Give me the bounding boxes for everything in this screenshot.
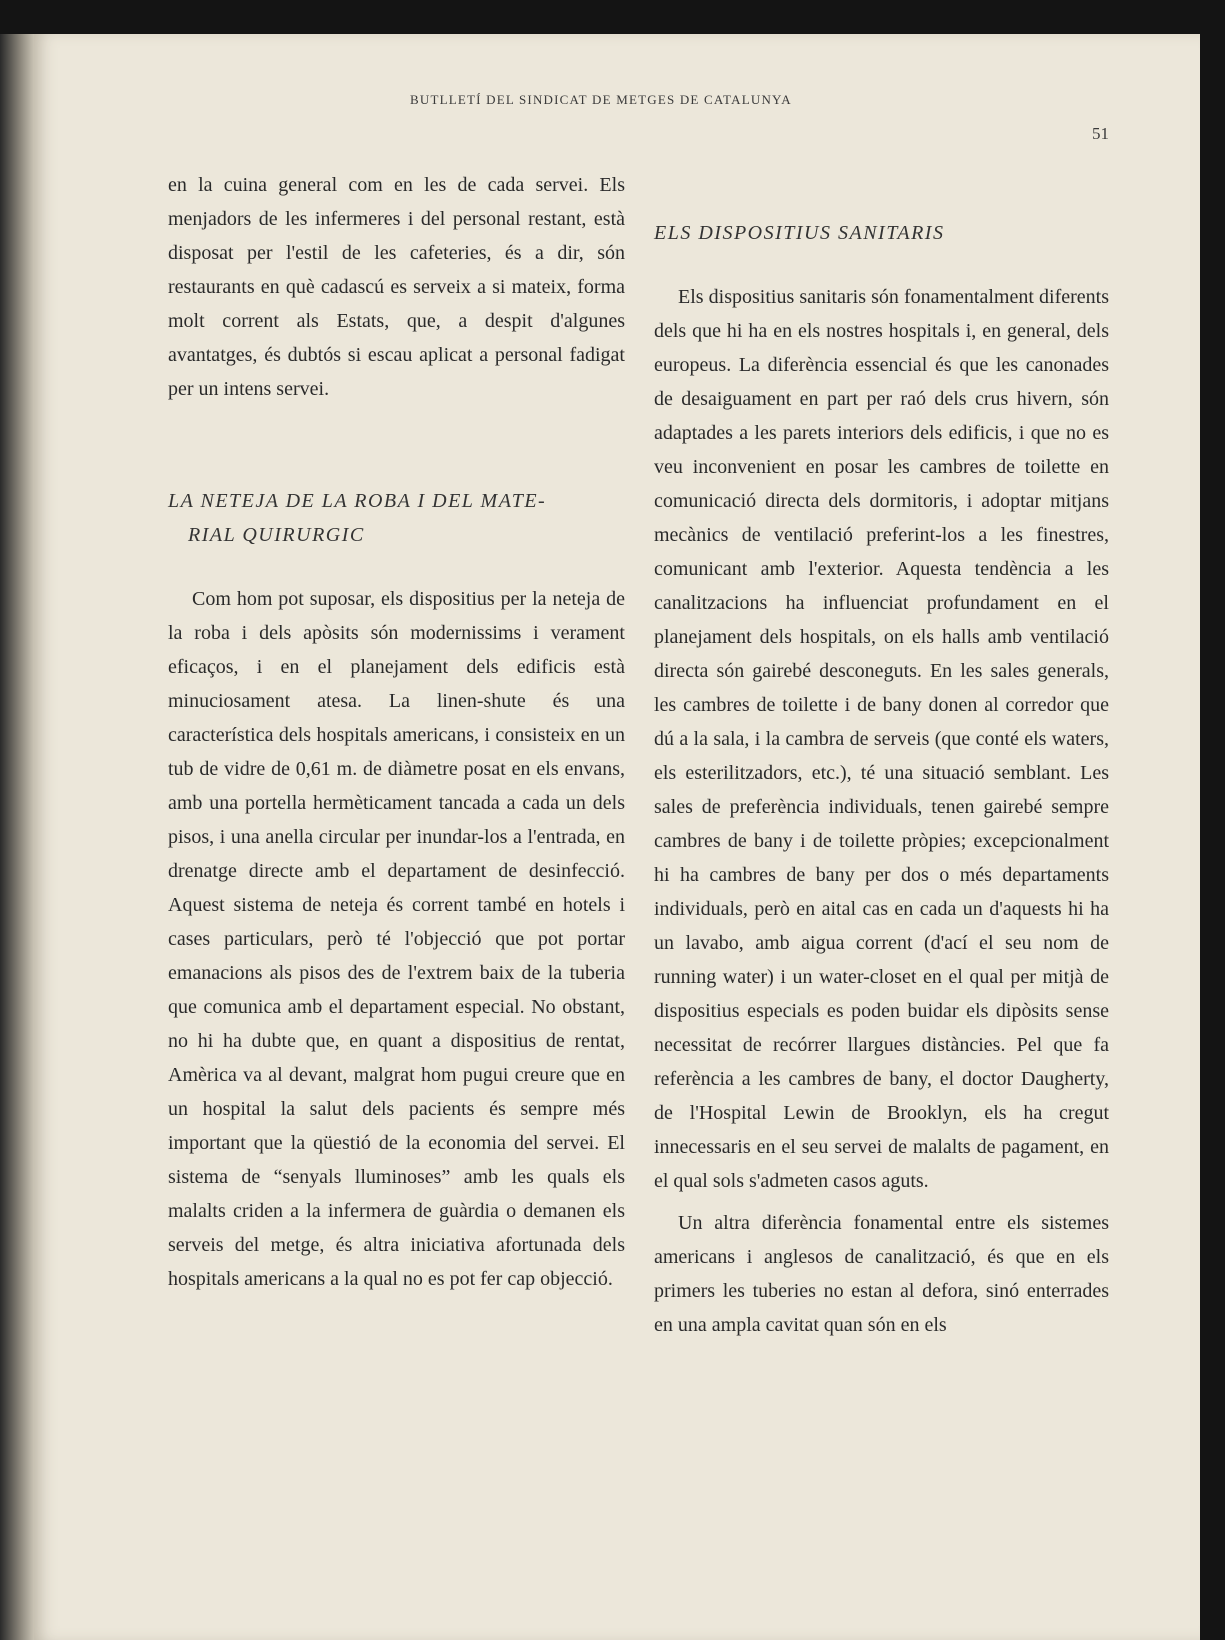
section-heading-laundry: [168, 484, 625, 552]
section-heading-sanitary: ELS DISPOSITIUS SANITARIS: [654, 222, 945, 244]
right-column: [654, 216, 1109, 1342]
heading-line-1: LA NETEJA DE LA ROBA I DEL MATE-: [168, 490, 547, 512]
page-number: 51: [1092, 124, 1109, 143]
paragraph-sanitary-2: Un altra diferència fonamental entre els sistemes americans i anglesos de canalització, és que en els primers les tuberies no estan al defora, sinó enterrades en una ampla cavitat quan són en els: [654, 1212, 1109, 1336]
book-binding-edge: [0, 34, 34, 1640]
paragraph-sanitary-1: Els dispositius sanitaris són fonamentalment diferents dels que hi ha en els nostres hospitals i, en general, dels europeus. La diferència essencial és que les canonades de desaiguament en part per raó dels crus hivern, són adaptades a les parets interiors dels edificis, i que no es veu inconvenient en posar les cambres de toilette en comunicació directa dels dormitoris, i adoptar mitjans mecànics de ventilació preferint-los a les finestres, comunicant amb l'exterior. Aquesta tendència a les canalitzacions ha influenciat profundament en el planejament dels hospitals, on els halls amb ventilació directa són gairebé desconeguts. En les sales generals, les cambres de toilette i de bany donen al corredor que dú a la sala, i la cambra de serveis (que conté els waters, els esterilitzadors, etc.), té una situació semblant. Les sales de preferència individuals, tenen gairebé sempre cambres de bany i de toilette pròpies; excepcionalment hi ha cambres de bany per dos o més departaments individuals, però en aital cas en cada un d'aquests hi ha un lavabo, amb aigua corrent (d'ací el seu nom de running water) i un water-closet en el qual per mitjà de dispositius especials es poden buidar els dipòsits sense necessitat de recórrer llargues distàncies. Pel que fa referència a les cambres de bany, el doctor Daugherty, de l'Hospital Lewin de Brooklyn, els ha cregut innecessaris en el seu servei de malalts de pagament, en el qual sols s'admeten casos aguts.: [654, 286, 1109, 1192]
running-header: BUTLLETÍ DEL SINDICAT DE METGES DE CATALUNYA: [410, 92, 792, 107]
left-column: [168, 168, 625, 1296]
paragraph-laundry: Com hom pot suposar, els dispositius per la neteja de la roba i dels apòsits són modernissims i verament eficaços, i en el planejament dels edificis està minuciosament atesa. La linen-shute és una característica dels hospitals americans, i consisteix en un tub de vidre de 0,61 m. de diàmetre posat en els envans, amb una portella hermèticament tancada a cada un dels pisos, i una anella circular per inundar-los a l'entrada, en drenatge directe amb el departament de desinfecció. Aquest sistema de neteja és corrent també en hotels i cases particulars, però té l'objecció que pot portar emanacions als pisos des de l'extrem baix de la tuberia que comunica amb el departament especial. No obstant, no hi ha dubte que, en quant a dispositius de rentat, Amèrica va al devant, malgrat hom pugui creure que en un hospital la salut dels pacients és sempre més important que la qüestió de la economia del servei. El sistema de “senyals lluminoses” amb les quals els malalts criden a la infermera de guàrdia o demanen els serveis del metge, és altra iniciativa afortunada dels hospitals americans a la qual no es pot fer cap objecció.: [168, 588, 625, 1290]
paragraph-continued: en la cuina general com en les de cada servei. Els menjadors de les infermeres i del personal restant, està disposat per l'estil de les cafeteries, és a dir, són restaurants en què cadascú es serveix a si mateix, forma molt corrent als Estats, que, a despit d'algunes avantatges, és dubtós si escau aplicat a personal fadigat per un intens servei.: [168, 174, 625, 400]
heading-line-2: RIAL QUIRURGIC: [188, 524, 365, 546]
